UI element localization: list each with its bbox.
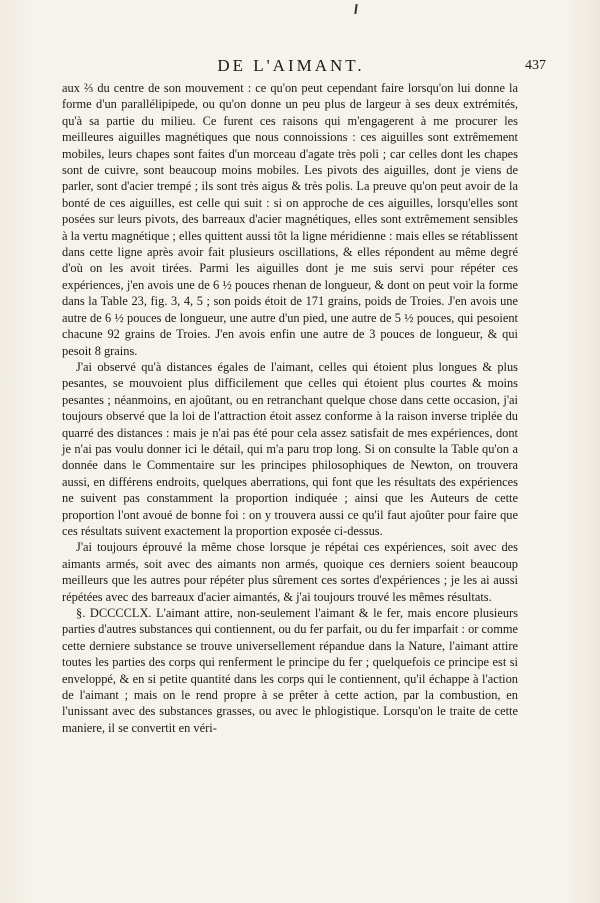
- running-title: DE L'AIMANT.: [217, 56, 365, 75]
- paragraph-2: J'ai observé qu'à distances égales de l'aimant, celles qui étoient plus longues & plus pesantes, se mouvoient plus difficilement que celles qui étoient plus courtes & moins pesantes ; néanmoins, en ajoûtant, ou en retranchant quelque chose dans cette occasion, j'ai toujours observé que la loi de l'attraction étoit assez conforme à la raison inverse triplée du quarré des distances : mais je n'ai pas été pour cela assez satisfait de mes expériences, dont je n'ai pas voulu donner ici le détail, qui m'a paru trop long. Si on consulte la Table qu'on a donnée dans le Commentaire sur les principes philosophiques de Newton, on trouvera aussi, en différens endroits, quelques aberrations, qui font que les résultats des expériences ne suivent pas constamment la proportion indiquée ; ainsi que les Auteurs de cette proportion l'ont avoué de bonne foi : on y trouvera aussi ce qu'il faut ajoûter pour faire que ces résultats suivent exactement la proportion exposée ci-dessus.: [62, 359, 518, 538]
- page-number: 437: [525, 58, 546, 73]
- paragraph-1: aux ⅔ du centre de son mouvement : ce qu'on peut cependant faire lorsqu'on lui donne la forme d'un parallélipipede, ou qu'on donne un peu plus de largeur à ses deux extrémités, qu'à sa partie du milieu. Ce furent ces raisons qui m'engagerent à me procurer les meilleures aiguilles magnétiques que nous connoissions : ces aiguilles sont extrêmement mobiles, leurs chapes sont faites d'un morceau d'agate très poli ; car celles dont les chapes sont de cuivre, sont beaucoup moins mobiles. Les pivots des aiguilles, dont je viens de parler, sont d'acier trempé ; ils sont très aigus & très polis. La preuve qu'on peut avoir de la bonté de ces aiguilles, est celle qui suit : si on approche de ces aiguilles, lorsqu'elles sont posées sur leurs pivots, des barreaux d'acier magnétiques, elles sont extrêmement sensibles à la vertu magnétique ; elles quittent aussi tôt la ligne méridienne : mais elles se rétablissent dans cette ligne après avoir fait plusieurs oscillations, & elles répondent au même degré d'où on les avoit tirées. Parmi les aiguilles dont je me suis servi pour répéter ces expériences, j'en avois une de 6 ½ pouces rhenan de longueur, & dont on peut voir la forme dans la Table 23, fig. 3, 4, 5 ; son poids étoit de 171 grains, poids de Troies. J'en avois une autre de 6 ½ pouces de longueur, une autre d'un pied, une autre de 5 ½ pouces, qui pesoient chacune 92 grains de Troies. J'en avois enfin une autre de 3 pouces de longueur, & qui pesoit 8 grains.: [62, 81, 518, 358]
- paragraph-3: J'ai toujours éprouvé la même chose lorsque je répétai ces expériences, soit avec des aimants armés, soit avec des aimants non armés, quoique ces derniers soient beaucoup meilleurs que les autres pour répéter plus sûrement ces sortes d'expériences ; je les ai aussi répétées avec des barreaux d'acier aimantés, & j'ai toujours trouvé les mêmes résultats.: [62, 540, 518, 604]
- page-body: [62, 80, 518, 736]
- printer-mark: [354, 4, 357, 14]
- paragraph-4: §. DCCCCLX. L'aimant attire, non-seulement l'aimant & le fer, mais encore plusieurs parties d'autres substances qui contiennent, ou du fer parfait, ou du fer imparfait : or comme cette derniere substance se trouve universellement répandue dans la Nature, l'aimant attire toutes les parties des corps qui renferment le principe du fer ; quelquefois ce principe est si enveloppé, & en si petite quantité dans les corps qui le contiennent, qu'il échappe à l'action de l'aimant ; mais on le rend propre à se prêter à cette action, par la combustion, en l'unissant avec des substances grasses, ou avec le phlogistique. Lorsqu'on le traite de cette maniere, il se convertit en véri-: [62, 606, 518, 735]
- page-header: [62, 56, 546, 80]
